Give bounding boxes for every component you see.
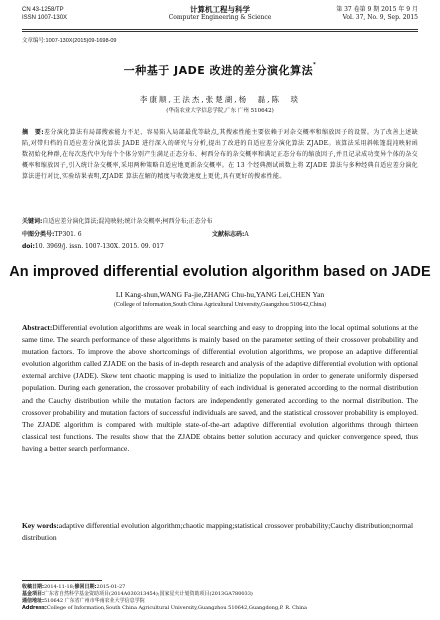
address-label: 通信地址: bbox=[22, 598, 44, 604]
english-keywords-text: adaptive differential evolution algorithm;chaotic mapping;statistical crossover probability;Cauchy distribution;normal distribution bbox=[22, 521, 414, 542]
chinese-title-text: 一种基于 JADE 改进的差分演化算法 bbox=[123, 64, 314, 77]
footnote-rule bbox=[22, 580, 102, 581]
header-center bbox=[120, 6, 320, 22]
chinese-authors: 李康顺,王法杰,张楚湖,杨 磊,陈 琰 bbox=[139, 95, 301, 104]
chinese-affiliation: (华南农业大学信息学院,广东 广州 510642) bbox=[166, 108, 274, 114]
fund-text: 广东省自然科学基金资助项目(2014A030313454);国家星火计划资助项目(2013GA780033) bbox=[44, 591, 253, 597]
doc-label: 文献标志码: bbox=[212, 231, 245, 238]
doc-value: A bbox=[244, 231, 249, 238]
english-affiliation: (College of Information,South China Agricultural University,Guangzhou 510642,China) bbox=[113, 302, 327, 308]
chinese-keywords-label: 关键词: bbox=[22, 218, 43, 225]
clc-value: TP301. 6 bbox=[54, 231, 82, 238]
received-label: 收稿日期: bbox=[22, 584, 44, 590]
journal-name-cn: 计算机工程与科学 bbox=[190, 5, 250, 14]
footnote bbox=[22, 584, 418, 612]
clc-label: 中图分类号: bbox=[22, 231, 55, 238]
issue-en: Vol. 37, No. 9, Sep. 2015 bbox=[342, 14, 418, 21]
title-footnote-mark: * bbox=[313, 62, 317, 68]
issn: ISSN 1007-130X bbox=[22, 15, 68, 21]
english-abstract-text: Differential evolution algorithms are weak in local searching and easy to dropping into the local optimal solutions at the same time. The search performance of these algorithms is mainly based on the parameter setting of their crossover probability and mutation factors. To improve the above shortcomings of differential evolution algorithms, we propose an adaptive differential evolution algorithm called ZJADE on the basis of in-depth research and analysis of the adaptive differential evolution with optional external archive (JADE). Skew tent chaotic mapping is used to initialize the population in order to generate uniformly dispersed population. During each generation, the crossover probability of each individual is generated according to the normal distribution and the Cauchy distribution while the mutation factors are independently generated according to the normal distribution. The crossover probability and mutation factors of successful individuals are saved, and the statistical crossover probability is employed. The ZJADE algorithm is compared with multiple state-of-the-art adaptive differential evolution algorithms through thirteen classical test functions. The results show that the ZJADE obtains better solution accuracy and quicker convergence speed, thus having a better search performance. bbox=[22, 323, 418, 453]
postal-label: Address: bbox=[22, 605, 47, 611]
footnote-address bbox=[22, 598, 418, 605]
chinese-abstract-text: 差分演化算法有局部搜索能力不足、容易陷入局部最优等缺点,其搜索性能主要依赖于对杂交概率和缩放因子的设置。为了改善上述缺陷,对带归档的自适应差分演化算法 JADE 进行深入的研究与分析,提出了改进的自适应差分演化算法 ZJADE。该算法采用斜帐篷混沌映射函数初始化种群,在每次迭代中为每个个体分别产生满足正态分布、柯西分布的杂交概率和满足正态分布的缩放因子,并且记录成功变异个体的杂交概率和缩放因子,引入统计杂交概率,采用两种策略自适应地更新杂交概率。在 13 个经典测试函数上将 ZJADE 算法与多种经典自适应差分演化算法进行对比,实验结果表明,ZJADE 算法在解的精度与收敛速度上更优,具有更好的搜索性能。 bbox=[22, 129, 418, 180]
revised-label: 修回日期: bbox=[74, 584, 97, 590]
article-number: 文章编号:1007-130X(2015)09-1698-09 bbox=[22, 38, 117, 44]
address-text: 510642 广东省广州市华南农业大学信息学院 bbox=[44, 598, 145, 604]
clc-number bbox=[22, 231, 82, 238]
journal-name-en: Computer Engineering & Science bbox=[168, 14, 272, 21]
english-abstract-label: Abstract: bbox=[22, 323, 53, 332]
received-date: 2014-11-18; bbox=[44, 584, 75, 590]
footnote-dates bbox=[22, 584, 418, 591]
chinese-keywords bbox=[22, 217, 418, 227]
header-right bbox=[308, 6, 418, 22]
chinese-abstract-label: 摘 要: bbox=[22, 129, 44, 136]
english-title: An improved differential evolution algorithm based on JADE bbox=[9, 264, 431, 280]
footnote-fund bbox=[22, 591, 418, 598]
revised-date: 2015-01-27 bbox=[96, 584, 126, 590]
header-rule-bottom bbox=[22, 31, 418, 32]
english-authors: LI Kang-shun,WANG Fa-jie,ZHANG Chu-hu,YANG Lei,CHEN Yan bbox=[115, 290, 325, 299]
postal-text: College of Information,South China Agricultural University,Guangzhou 510642,Guangdong,P. R. China bbox=[46, 605, 308, 611]
english-keywords bbox=[22, 520, 418, 544]
cn-code: CN 43-1258/TP bbox=[22, 7, 64, 13]
doi-label: doi: bbox=[22, 243, 35, 250]
doi-line bbox=[22, 243, 418, 250]
english-abstract bbox=[22, 322, 418, 455]
header-left bbox=[22, 6, 112, 22]
footnote-postal bbox=[22, 605, 418, 612]
chinese-abstract bbox=[22, 127, 418, 182]
english-keywords-label: Key words: bbox=[22, 521, 59, 530]
chinese-keywords-text: 自适应差分演化算法;混沌映射;统计杂交概率;柯西分布;正态分布 bbox=[42, 218, 213, 225]
document-code bbox=[212, 230, 249, 240]
classification bbox=[22, 230, 418, 240]
doi-value: 10. 3969/j. issn. 1007-130X. 2015. 09. 017 bbox=[34, 243, 164, 250]
issue-cn: 第 37 卷第 9 期 2015 年 9 月 bbox=[336, 6, 418, 13]
fund-label: 基金项目: bbox=[22, 591, 44, 597]
chinese-title bbox=[0, 62, 440, 78]
header-rule-top bbox=[22, 29, 418, 30]
